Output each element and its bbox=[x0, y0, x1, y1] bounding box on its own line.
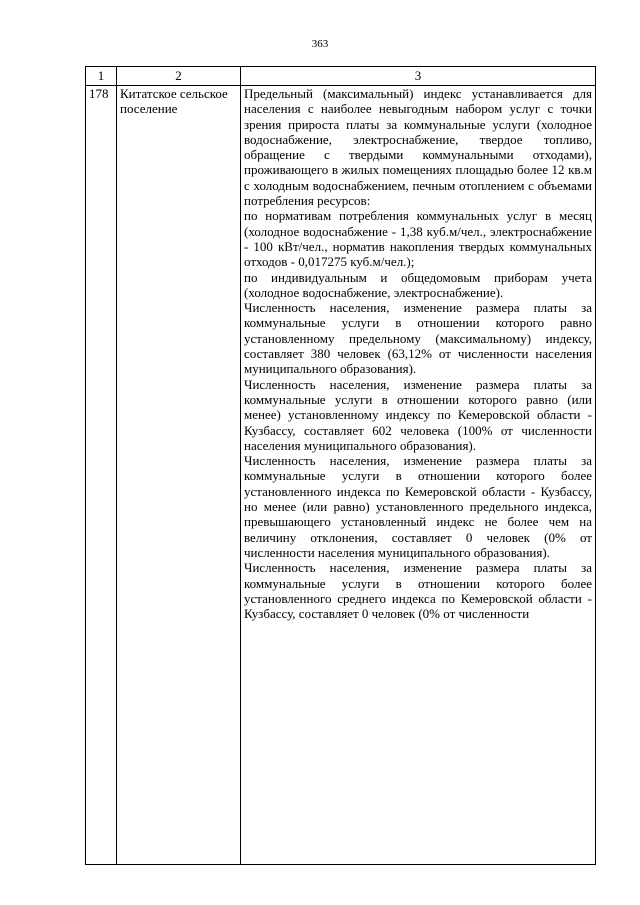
paragraph: Численность населения, изменение размера платы за коммунальные услуги в отношении которого равно (или менее) установленному индексу по Кемеровской области - Кузбассу, составляет 602 человека (100% от численности населения муниципального образования). bbox=[244, 376, 592, 453]
paragraph: Численность населения, изменение размера платы за коммунальные услуги в отношении которого более установленного среднего индекса по Кемеровской области - Кузбассу, составляет 0 человек (0% от численности bbox=[244, 560, 592, 622]
paragraph: по нормативам потребления коммунальных услуг в месяц (холодное водоснабжение - 1,38 куб.м/чел., электроснабжение - 100 кВт/чел., норматив накопления твердых коммунальных отходов - 0,017275 куб.м/чел.); bbox=[244, 208, 592, 270]
paragraph: Численность населения, изменение размера платы за коммунальные услуги в отношении которого равно установленному предельному (максимальному) индексу, составляет 380 человек (63,12% от численности населения муниципального образования). bbox=[244, 300, 592, 377]
row-location: Китатское сельское поселение bbox=[117, 86, 241, 865]
row-description bbox=[241, 86, 596, 865]
page-number: 363 bbox=[311, 38, 329, 50]
paragraph: Численность населения, изменение размера платы за коммунальные услуги в отношении которого более установленного индекса по Кемеровской области - Кузбассу, но менее (или равно) установленного предельного индекса, превышающего установленный индекс не более чем на величину отклонения, составляет 0 человек (0% от численности населения муниципального образования). bbox=[244, 453, 592, 560]
paragraph: Предельный (максимальный) индекс устанавливается для населения с наиболее невыгодным набором услуг с точки зрения прироста платы за коммунальные услуги (холодное водоснабжение, электроснабжение, твердое топливо, обращение с твердыми коммунальными отходами), проживающего в жилых помещениях площадью более 12 кв.м с холодным водоснабжением, печным отоплением с объемами потребления ресурсов: bbox=[244, 86, 592, 209]
row-number: 178 bbox=[86, 86, 117, 865]
column-header-2: 2 bbox=[117, 67, 241, 86]
document-table bbox=[85, 66, 596, 865]
column-header-3: 3 bbox=[241, 67, 596, 86]
paragraph: по индивидуальным и общедомовым приборам учета (холодное водоснабжение, электроснабжение). bbox=[244, 269, 592, 300]
table-row bbox=[86, 86, 596, 865]
column-header-1: 1 bbox=[86, 67, 117, 86]
table-header-row bbox=[86, 67, 596, 86]
